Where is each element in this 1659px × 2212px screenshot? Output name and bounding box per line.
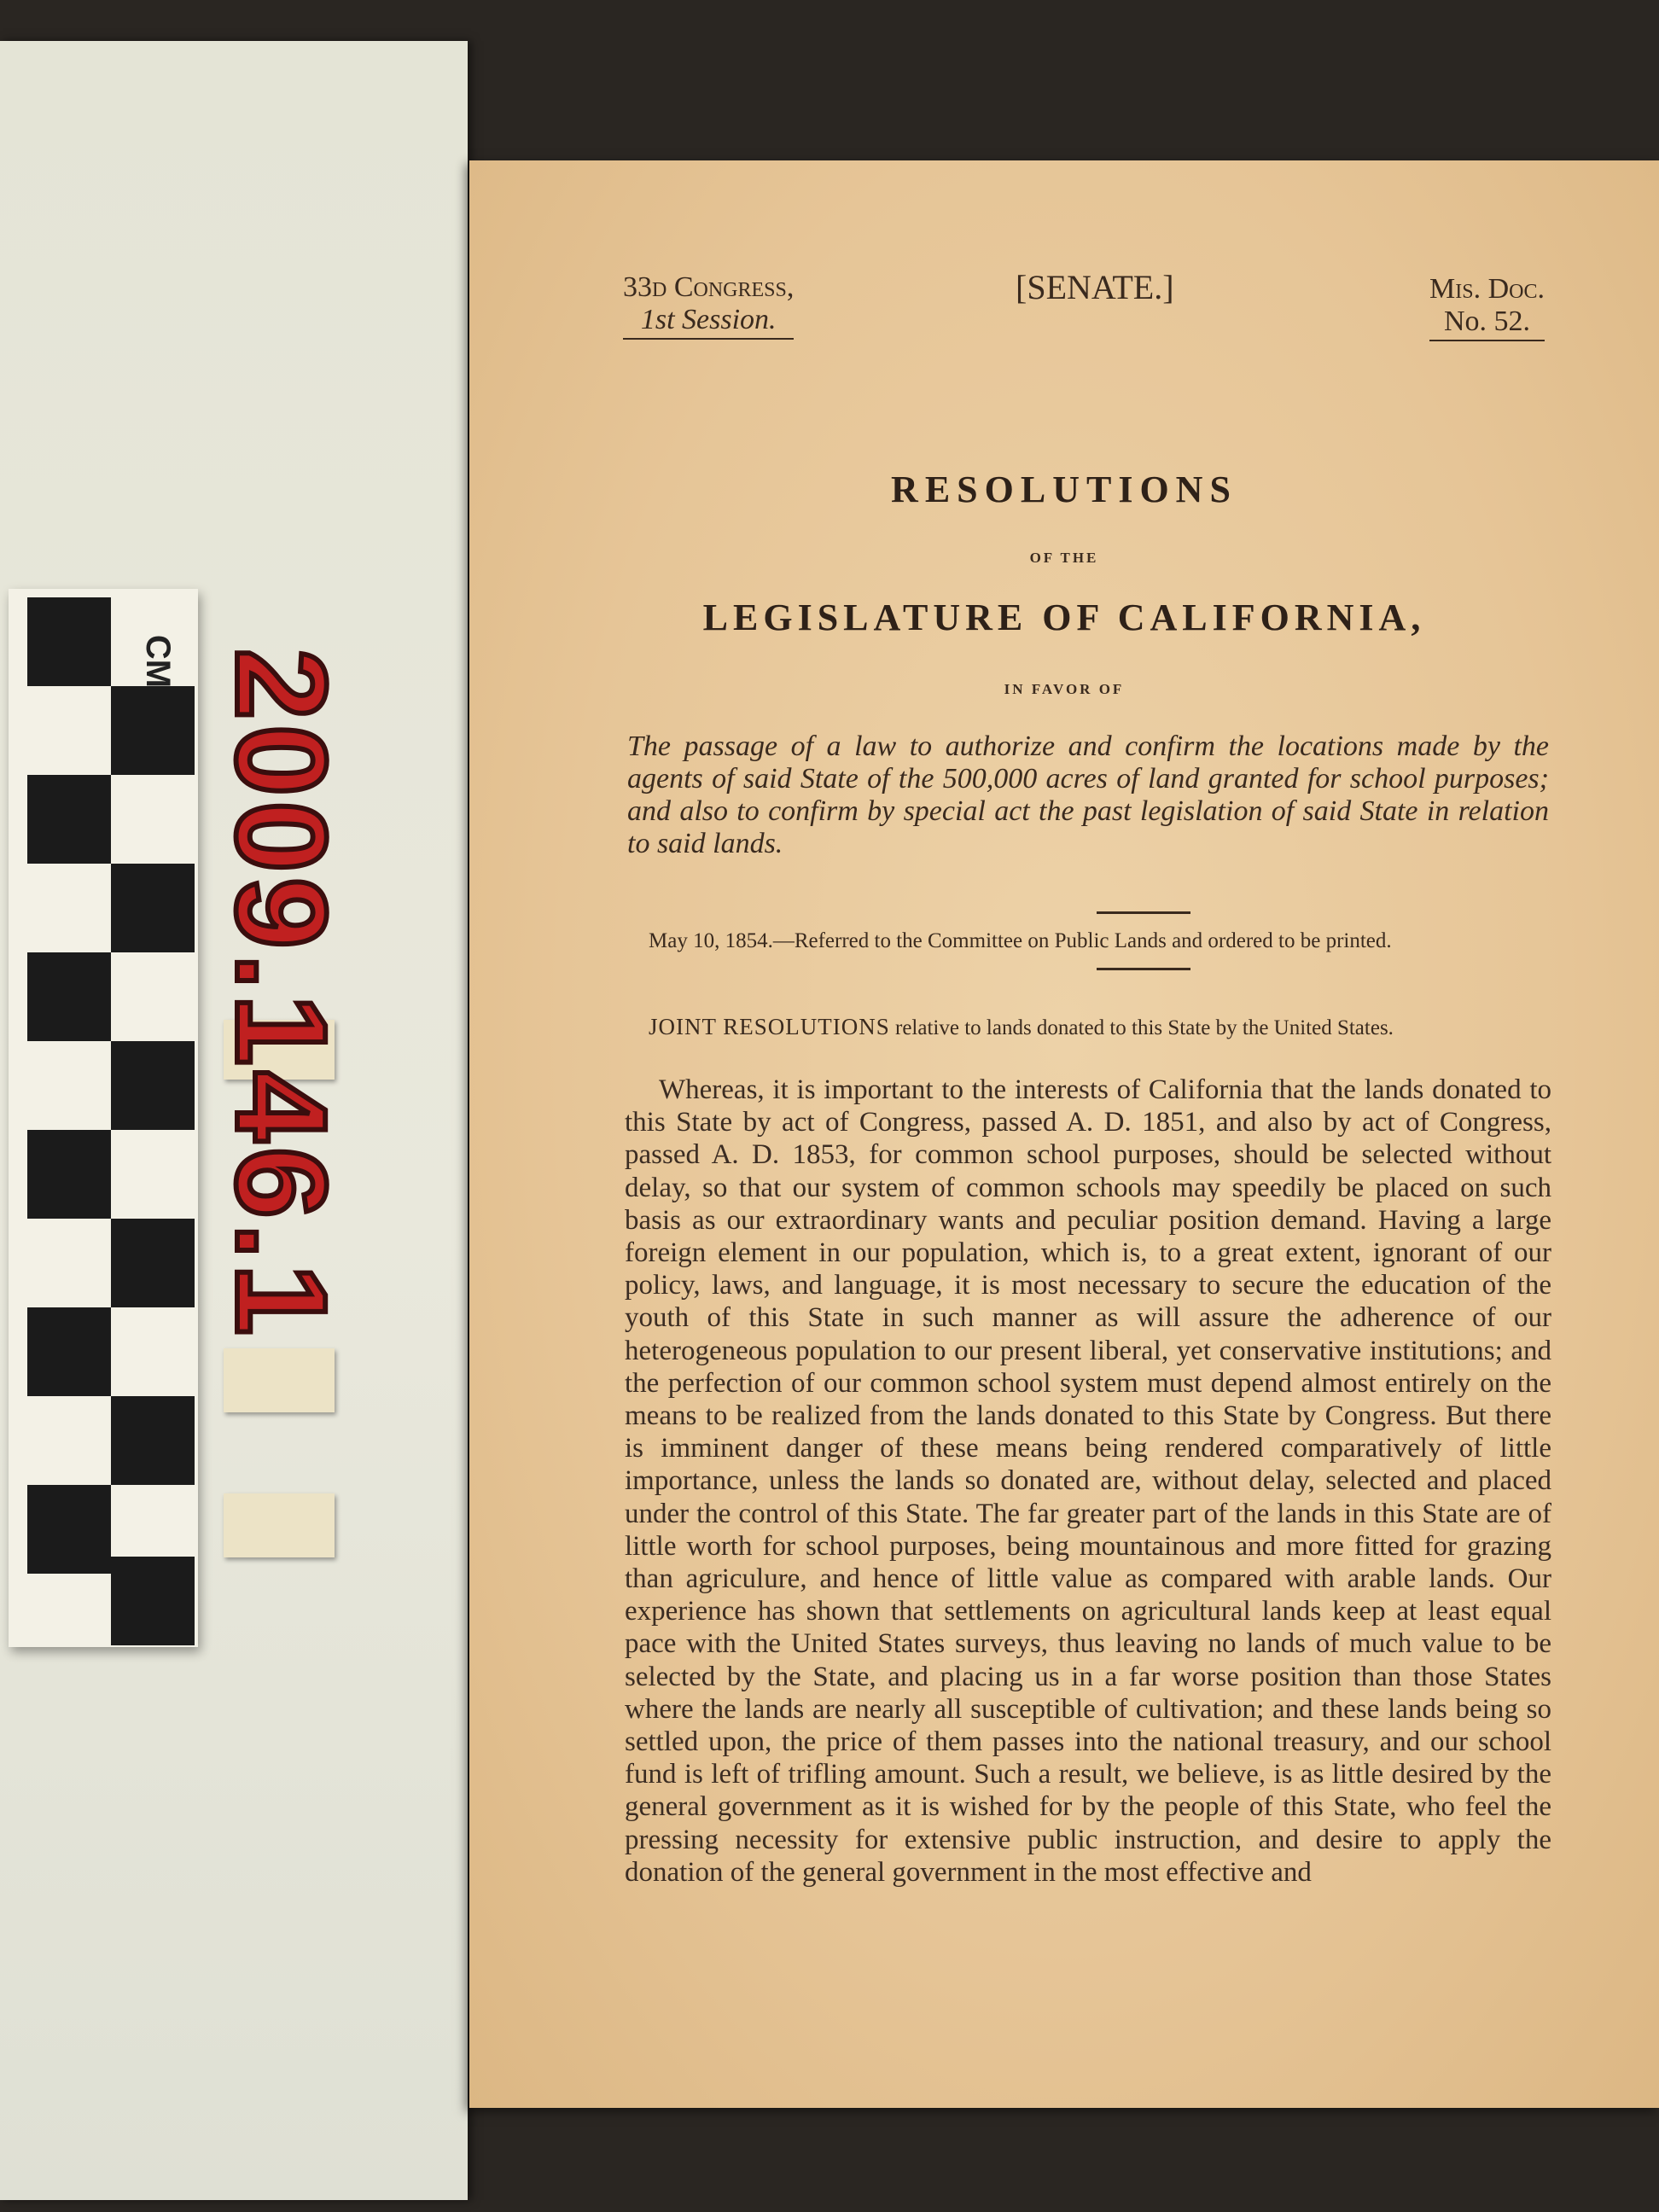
doc-number-label: No. 52. xyxy=(1429,306,1545,341)
scale-square xyxy=(111,1041,195,1130)
mis-doc-label: Mis. Doc. xyxy=(1429,273,1545,305)
session-label: 1st Session. xyxy=(623,304,794,340)
senate-label: [SENATE.] xyxy=(1016,268,1174,306)
divider-rule xyxy=(1097,911,1190,914)
scale-square xyxy=(27,597,111,686)
purpose-statement: The passage of a law to authorize and confirm the locations made by the agents of said State of the 500,000 acres of land granted for school purposes; and also to confirm by special act the past legislation of said State in relation to said lands. xyxy=(627,731,1549,859)
scale-square xyxy=(27,1307,111,1396)
document-page xyxy=(469,160,1659,2108)
scale-square xyxy=(111,686,195,775)
document-title: RESOLUTIONS xyxy=(891,469,1237,510)
joint-resolutions-title: JOINT RESOLUTIONS xyxy=(649,1014,890,1039)
referral-dateline: May 10, 1854.—Referred to the Committee on Public Lands and ordered to be printed. xyxy=(649,929,1392,952)
congress-session-header xyxy=(623,271,794,340)
scale-square xyxy=(111,864,195,952)
of-the-label: OF THE xyxy=(1029,550,1099,566)
scale-square xyxy=(111,1557,195,1645)
joint-resolutions-subject: relative to lands donated to this State by the United States. xyxy=(895,1016,1394,1039)
scale-square xyxy=(27,952,111,1041)
resolution-body-text: Whereas, it is important to the interests of California that the lands donated to this State by act of Congress, passed A. D. 1851, and also by act of Congress, passed A. D. 1853, for common school purposes, should be selected without delay, so that our system of common schools may speedily be placed on such basis as our extraordinary wants and peculiar position demand. Having a large foreign element in our population, which is, to a great extent, ignorant of our policy, laws, and language, it is most necessary to secure the education of the youth of this State in such manner as will assure the adherence of our heterogeneous population to our present liberal, yet conservative institutions; and the perfection of our common school system must depend almost entirely on the means to be realized from the lands donated to this State by Congress. But there is imminent danger of these means being rendered comparatively of little importance, unless the lands so donated are, without delay, selected and placed under the control of this State. The far greater part of the lands in this State are of little worth for school purposes, being mountainous and more fitted for grazing than agriculure, and hence of little value as compared with arable lands. Our experience has shown that settlements on agricultural lands keep at least equal pace with the United States surveys, thus leaving no lands of much value to be selected by the State, and placing us in a far worse position than those States where the lands are nearly all susceptible of cultivation; and these lands being so settled upon, the price of them passes into the national treasury, and our school fund is left of trifling amount. Such a result, we believe, is as little desired by the general government as it is wished for by the people of this State, who feel the pressing necessity for extensive public instruction, and desire to apply the donation of the general government in the most effective and xyxy=(625,1074,1551,1888)
scale-square xyxy=(27,775,111,864)
document-number-header xyxy=(1429,273,1545,341)
divider-rule xyxy=(1097,968,1190,970)
scale-square xyxy=(111,1396,195,1485)
scale-square xyxy=(27,1130,111,1219)
scale-square xyxy=(111,1219,195,1307)
scale-unit-label: CM xyxy=(139,634,178,689)
joint-resolutions-heading xyxy=(649,1014,1570,1041)
scale-square xyxy=(27,1485,111,1574)
congress-label: 33d Congress, xyxy=(623,271,795,303)
in-favor-of-label: IN FAVOR OF xyxy=(1004,681,1125,697)
legislature-subtitle: LEGISLATURE OF CALIFORNIA, xyxy=(702,597,1426,638)
centimeter-scale xyxy=(9,589,198,1647)
accession-number: 2009.146.1 xyxy=(210,649,353,1341)
